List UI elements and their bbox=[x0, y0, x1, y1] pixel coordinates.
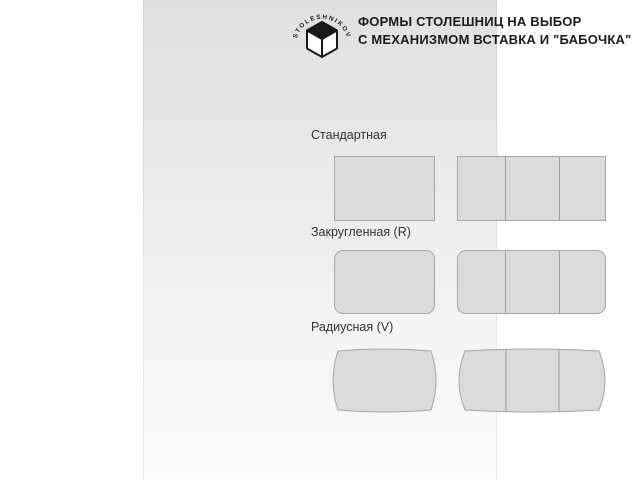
section-divider bbox=[559, 251, 560, 313]
content-panel bbox=[143, 0, 632, 480]
standard-tabletop-extended bbox=[457, 156, 606, 221]
section-divider bbox=[559, 157, 560, 220]
row-label-radius: Радиусная (V) bbox=[311, 320, 394, 334]
standard-tabletop-single bbox=[334, 156, 435, 221]
rounded-tabletop-single bbox=[334, 250, 435, 314]
page-title bbox=[358, 13, 631, 48]
cube-logo-icon bbox=[307, 22, 337, 57]
radius-tabletop-extended bbox=[453, 347, 611, 414]
section-divider bbox=[505, 157, 506, 220]
brand-arc-text: STOLESHNIKOV bbox=[291, 13, 353, 40]
rounded-tabletop-extended bbox=[457, 250, 606, 314]
section-divider bbox=[505, 251, 506, 313]
title-line-2: С МЕХАНИЗМОМ ВСТАВКА И "БАБОЧКА" bbox=[358, 31, 632, 47]
row-label-rounded: Закругленная (R) bbox=[311, 225, 411, 239]
brand-logo bbox=[290, 5, 354, 65]
radius-tabletop-single bbox=[328, 347, 441, 414]
title-line-1: ФОРМЫ СТОЛЕШНИЦ НА ВЫБОР bbox=[358, 14, 582, 29]
row-label-standard: Стандартная bbox=[311, 128, 387, 142]
